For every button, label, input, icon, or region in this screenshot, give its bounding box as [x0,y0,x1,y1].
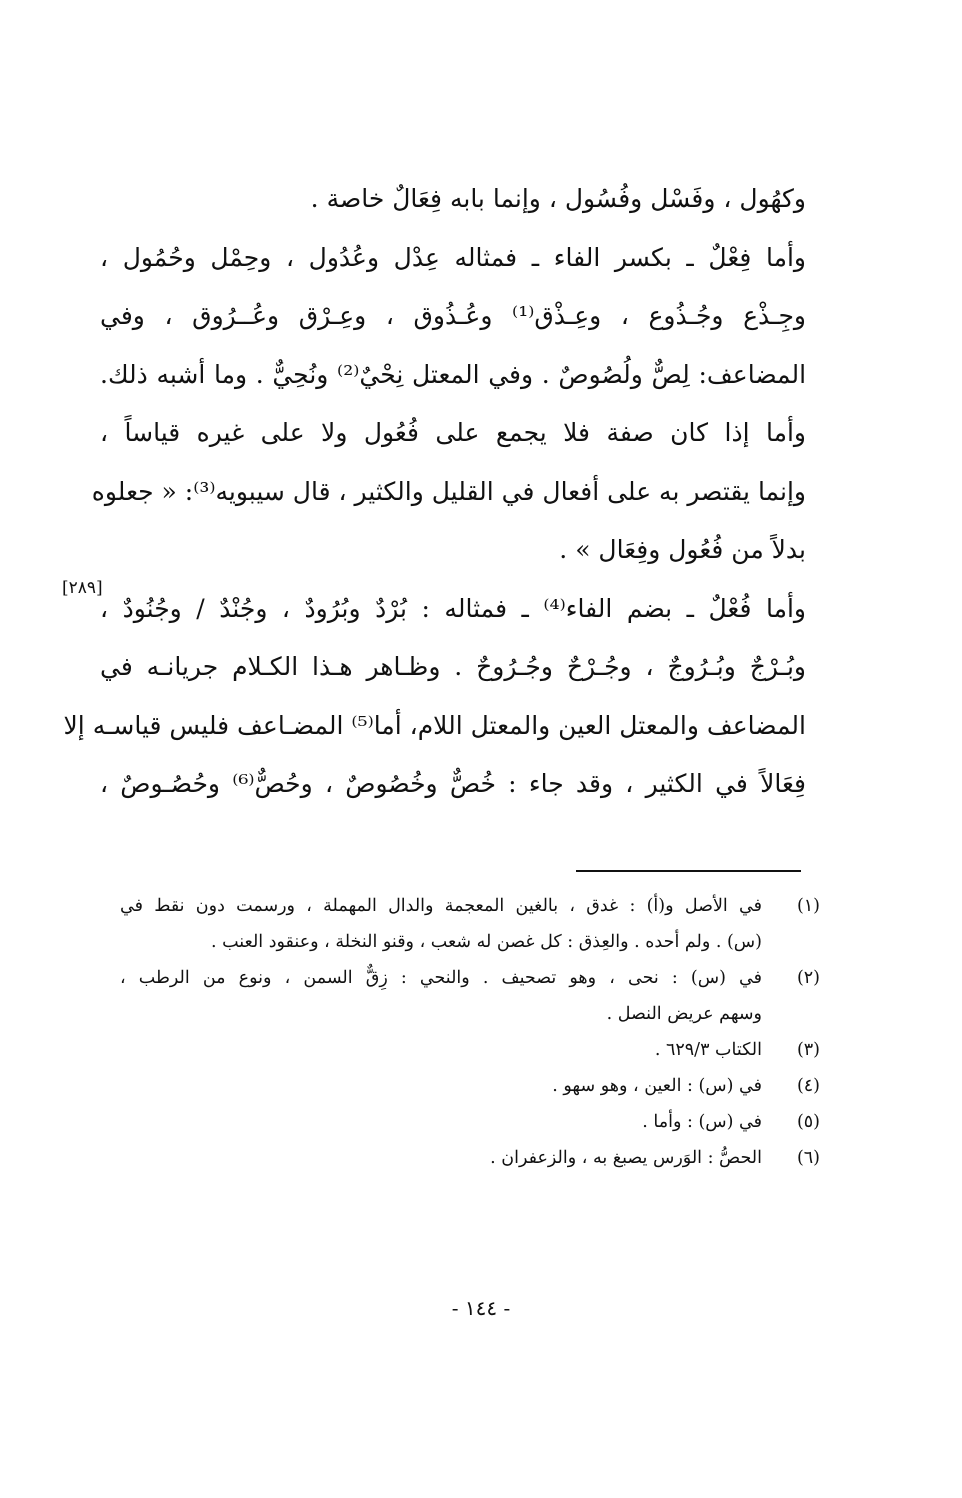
text-line-1: وكهُول ، وفَسْل وفُسُول ، وإنما بابه فِعَالٌ خاصة . [310,184,806,213]
footnote-line: في الأصل و(أ) : غدق ، بالغين المعجمة والدال المهملة ، ورسمت دون نقط في [120,896,762,916]
footnote-line: في (س) : نحى ، وهو تصحيف . والنحي : زِقٌّ السمن ، ونوع من الرطب ، [120,968,762,988]
footnotes [120,888,820,1176]
text-line-8: وأما فُعْلٌ ـ بضم الفاء⁽⁴⁾ ـ فمثاله : بُرْدٌ وبُرُودٌ ، وجُنْدٌ / وجُنُودٌ ، [100,593,806,623]
footnote-6 [120,1140,820,1176]
footnote-5 [120,1104,820,1140]
footnote-line: وسهم عريض النصل . [606,1004,762,1024]
footnote-line: الكتاب ٦٢٩/٣ . [654,1040,762,1060]
footnote-2 [120,960,820,1032]
footnote-1 [120,888,820,960]
footnote-line: الحصُّ : الوَرس يصبغ به ، والزعفران . [490,1148,762,1168]
footnote-number: (٦) [796,1148,820,1168]
text-line-3: وجِـذْع وجُـذُوع ، وعِـذْق⁽¹⁾ وعُـذُوق ، وعِـرْق وعُــرُوق ، وفي [100,301,806,330]
footnote-number: (٥) [796,1112,820,1132]
footnote-line: (س) . ولم أحده . والعِذق : كل غصن له شعب ، وقنو النخلة ، وعنقود العنب . [210,932,762,952]
text-line-9: وبُـرْجٌ وبُـرُوجٌ ، وجُـرْحٌ وجُـرُوحٌ . وظـاهر هـذا الكـلام جريانـه في [100,652,806,681]
footnote-3 [120,1032,820,1068]
footnote-4 [120,1068,820,1104]
margin-page-reference: [٢٨٩] [62,578,103,598]
footnote-number: (٢) [796,968,820,988]
text-line-7: بدلاً من فُعُول وفِعَال » . [559,535,806,564]
footnote-number: (١) [796,896,820,916]
text-line-10: المضاعف والمعتل العين والمعتل اللام، أما⁽⁵⁾ المضـاعف فليس قياسـه إلا [63,710,806,740]
footnote-divider [576,870,801,872]
footnote-line: في (س) : وأما . [642,1112,762,1132]
text-line-6: وإنما يقتصر به على أفعال في القليل والكثير ، قال سيبويه⁽³⁾: « جعلوه [91,476,806,506]
page-number: - ١٤٤ - [451,1296,511,1320]
text-line-4: المضاعف: لِصٌّ ولُصُوصٌ . وفي المعتل نِحْيٌ⁽²⁾ ونُحِيٌّ . وما أشبه ذلك. [100,359,807,389]
text-line-5: وأما إذا كان صفة فلا يجمع على فُعُول ولا على غيره قياساً ، [100,418,806,447]
text-line-2: وأما فِعْلٌ ـ بكسر الفاء ـ فمثاله عِدْل وعُدُول ، وحِمْل وحُمُول ، [100,242,806,272]
text-line-11: فِعَالاً في الكثير ، وقد جاء : خُصٌّ وخُصُوصٌ ، وحُصٌّ⁽⁶⁾ وحُصُـوصٌ ، [100,769,806,798]
footnote-number: (٣) [796,1040,820,1060]
footnote-line: في (س) : العين ، وهو سهو . [552,1076,762,1096]
footnote-number: (٤) [796,1076,820,1096]
